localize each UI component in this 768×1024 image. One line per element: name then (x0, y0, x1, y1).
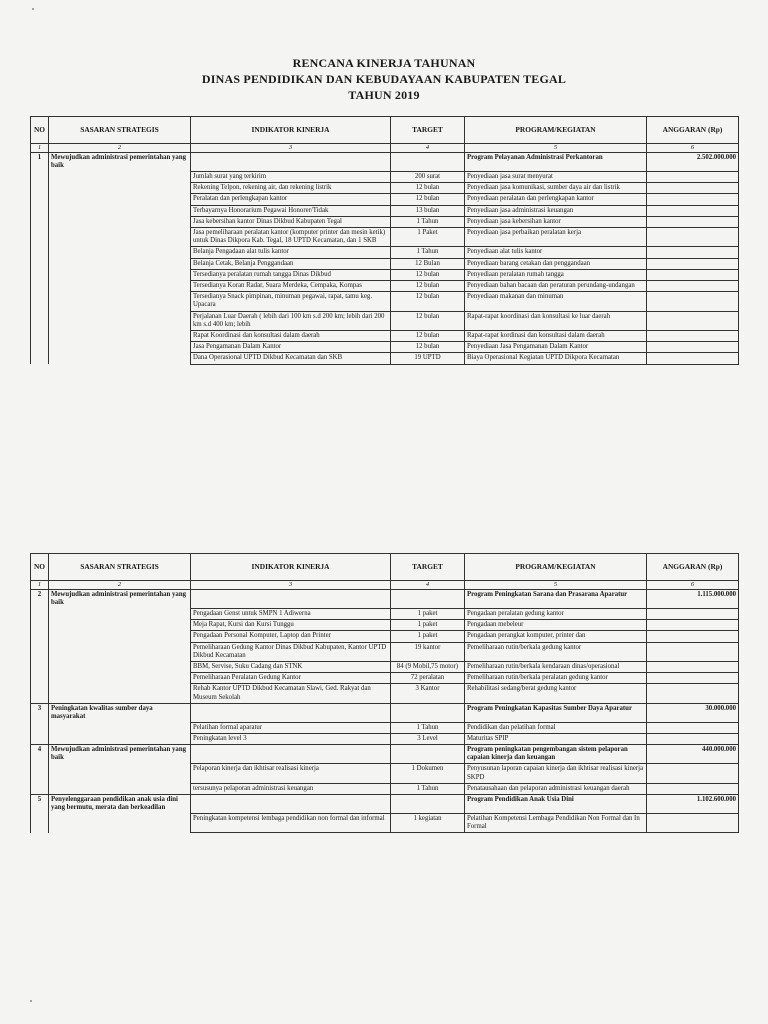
indikator-kinerja: tersusunya pelaporan administrasi keuangan (191, 783, 391, 794)
sasaran-empty (49, 722, 191, 733)
no-empty (31, 311, 49, 330)
table-row (31, 280, 739, 291)
kegiatan-name: Penatausahaan dan pelaporan administrasi keuangan daerah (465, 783, 647, 794)
table-row (31, 311, 739, 330)
sasaran-empty (49, 330, 191, 341)
indikator-kinerja: Belanja Cetak, Belanja Penggandaan (191, 258, 391, 269)
target-value: 3 Level (391, 733, 465, 744)
target-value: 19 UPTD (391, 353, 465, 364)
indikator-kinerja: Pengadaan Genst untuk SMPN 1 Adiwerna (191, 608, 391, 619)
program-name: Program Pendidikan Anak Usia Dini (465, 795, 647, 814)
sasaran-strategis: Peningkatan kwalitas sumber daya masyarakat (49, 703, 191, 722)
section-row (31, 590, 739, 609)
sasaran-empty (49, 205, 191, 216)
indikator-empty (191, 153, 391, 172)
anggaran-empty (647, 227, 739, 246)
sasaran-empty (49, 227, 191, 246)
anggaran-value: 2.502.000.000 (647, 153, 739, 172)
target-empty (391, 590, 465, 609)
section-number: 5 (31, 795, 49, 814)
column-index: 2 (49, 581, 191, 590)
title-line-3: TAHUN 2019 (348, 88, 420, 102)
kegiatan-name: Pemeliharaan rutin/berkala kendaraan dinas/operasional (465, 661, 647, 672)
header-sasaran: SASARAN STRATEGIS (49, 554, 191, 581)
indikator-kinerja: Pengadaan Personal Komputer, Laptop dan Printer (191, 631, 391, 642)
no-empty (31, 684, 49, 703)
target-value: 12 Bulan (391, 258, 465, 269)
no-empty (31, 642, 49, 661)
target-value: 1 Dokumen (391, 764, 465, 783)
target-value: 12 bulan (391, 330, 465, 341)
table-row (31, 642, 739, 661)
section-row (31, 703, 739, 722)
anggaran-empty (647, 733, 739, 744)
indikator-kinerja: Jasa pemeliharaan peralatan kantor (komputer printer dan mesin ketik) untuk Dinas Dikpora Kab. Tegal, 18 UPTD Kecamatan, dan 1 SKB (191, 227, 391, 246)
target-value: 1 Tahun (391, 783, 465, 794)
no-empty (31, 247, 49, 258)
sasaran-empty (49, 642, 191, 661)
no-empty (31, 227, 49, 246)
indikator-kinerja: Terbayarnya Honorarium Pegawai Honorer/Tidak (191, 205, 391, 216)
program-name: Program Peningkatan Kapasitas Sumber Daya Aparatur (465, 703, 647, 722)
section-number: 4 (31, 745, 49, 764)
target-value: 1 paket (391, 620, 465, 631)
target-value: 84 (9 Mobil,75 motor) (391, 661, 465, 672)
anggaran-empty (647, 684, 739, 703)
indikator-kinerja: Meja Rapat, Kursi dan Kursi Tunggu (191, 620, 391, 631)
anggaran-empty (647, 269, 739, 280)
sasaran-empty (49, 783, 191, 794)
sasaran-strategis: Mewujudkan administrasi pemerintahan yang baik (49, 153, 191, 172)
indikator-kinerja: Tersedianya Snack pimpinan, minuman pegawai, rapat, tamu keg. Upacara (191, 292, 391, 311)
target-empty (391, 795, 465, 814)
indikator-kinerja: Rehab Kantor UPTD Dikbud Kecamatan Slawi, Ged. Rakyat dan Museum Sekolah (191, 684, 391, 703)
anggaran-empty (647, 194, 739, 205)
column-index: 3 (191, 144, 391, 153)
document-title (0, 55, 768, 103)
anggaran-empty (647, 783, 739, 794)
target-value: 12 bulan (391, 194, 465, 205)
target-value: 1 paket (391, 631, 465, 642)
anggaran-empty (647, 642, 739, 661)
table-row (31, 620, 739, 631)
column-index: 5 (465, 581, 647, 590)
table-row (31, 205, 739, 216)
anggaran-empty (647, 631, 739, 642)
sasaran-empty (49, 353, 191, 364)
rkt-table-1 (30, 116, 739, 365)
table-row (31, 783, 739, 794)
title-line-2: DINAS PENDIDIKAN DAN KEBUDAYAAN KABUPATEN TEGAL (201, 72, 567, 86)
target-value: 1 paket (391, 608, 465, 619)
no-empty (31, 342, 49, 353)
no-empty (31, 269, 49, 280)
section-row (31, 153, 739, 172)
target-value: 72 peralatan (391, 673, 465, 684)
sasaran-empty (49, 258, 191, 269)
indikator-kinerja: Jumlah surat yang terkirim (191, 171, 391, 182)
header-anggaran: ANGGARAN (Rp) (647, 554, 739, 581)
header-program: PROGRAM/KEGIATAN (465, 554, 647, 581)
no-empty (31, 292, 49, 311)
anggaran-empty (647, 661, 739, 672)
table-row (31, 673, 739, 684)
target-value: 19 kantor (391, 642, 465, 661)
kegiatan-name: Pendidikan dan pelatihan formal (465, 722, 647, 733)
no-empty (31, 183, 49, 194)
rkt-table-2 (30, 553, 739, 833)
kegiatan-name: Penyediaan Jasa Pengamanan Dalam Kantor (465, 342, 647, 353)
sasaran-strategis: Penyelenggaraan pendidikan anak usia dini yang bermutu, merata dan berkeadilan (49, 795, 191, 814)
kegiatan-name: Penyediaan jasa kebersihan kantor (465, 216, 647, 227)
target-empty (391, 745, 465, 764)
sasaran-empty (49, 764, 191, 783)
header-row (31, 117, 739, 144)
no-empty (31, 733, 49, 744)
indikator-kinerja: Jasa Pengamanan Dalam Kantor (191, 342, 391, 353)
section-number: 1 (31, 153, 49, 172)
indikator-empty (191, 745, 391, 764)
no-empty (31, 661, 49, 672)
anggaran-empty (647, 205, 739, 216)
section-row (31, 745, 739, 764)
target-value: 1 Tahun (391, 722, 465, 733)
target-empty (391, 703, 465, 722)
indikator-kinerja: Tersedianya Koran Radar, Suara Merdeka, Cempaka, Kompas (191, 280, 391, 291)
header-row (31, 554, 739, 581)
target-value: 12 bulan (391, 342, 465, 353)
indikator-kinerja: Peningkatan level 3 (191, 733, 391, 744)
sasaran-strategis: Mewujudkan administrasi pemerintahan yang baik (49, 745, 191, 764)
indikator-kinerja: Jasa kebersihan kantor Dinas Dikbud Kabupaten Tegal (191, 216, 391, 227)
target-value: 1 Paket (391, 227, 465, 246)
section-row (31, 795, 739, 814)
no-empty (31, 608, 49, 619)
sasaran-empty (49, 183, 191, 194)
anggaran-empty (647, 673, 739, 684)
kegiatan-name: Penyusunan laporan capaian kinerja dan ikhtisar realisasi kinerja SKPD (465, 764, 647, 783)
sasaran-strategis: Mewujudkan administrasi pemerintahan yang baik (49, 590, 191, 609)
header-target: TARGET (391, 117, 465, 144)
anggaran-empty (647, 608, 739, 619)
column-index: 6 (647, 144, 739, 153)
header-no: NO (31, 117, 49, 144)
kegiatan-name: Penyediaan bahan bacaan dan peraturan perundang-undangan (465, 280, 647, 291)
indikator-kinerja: Pelaporan kinerja dan ikhtisar realisasi kinerja (191, 764, 391, 783)
sasaran-empty (49, 269, 191, 280)
sasaran-empty (49, 631, 191, 642)
header-indikator: INDIKATOR KINERJA (191, 554, 391, 581)
target-value: 12 bulan (391, 183, 465, 194)
table-row (31, 171, 739, 182)
anggaran-empty (647, 722, 739, 733)
sasaran-empty (49, 292, 191, 311)
no-empty (31, 631, 49, 642)
kegiatan-name: Penyediaan jasa administrasi keuangan (465, 205, 647, 216)
anggaran-empty (647, 311, 739, 330)
indikator-kinerja: Peralatan dan perlengkapan kantor (191, 194, 391, 205)
target-empty (391, 153, 465, 172)
sasaran-empty (49, 194, 191, 205)
program-name: Program peningkatan pengembangan sistem pelaporan capaian kinerja dan keuangan (465, 745, 647, 764)
indikator-empty (191, 703, 391, 722)
section-number: 2 (31, 590, 49, 609)
kegiatan-name: Pengadaan mebeleur (465, 620, 647, 631)
table-row (31, 661, 739, 672)
kegiatan-name: Penyediaan jasa komunikasi, sumber daya air dan listrik (465, 183, 647, 194)
no-empty (31, 280, 49, 291)
target-value: 200 surat (391, 171, 465, 182)
kegiatan-name: Penyediaan peralatan dan perlengkapan kantor (465, 194, 647, 205)
anggaran-value: 1.115.000.000 (647, 590, 739, 609)
no-empty (31, 353, 49, 364)
indikator-kinerja: Belanja Pengadaan alat tulis kantor (191, 247, 391, 258)
indikator-empty (191, 795, 391, 814)
header-sasaran: SASARAN STRATEGIS (49, 117, 191, 144)
program-name: Program Peningkatan Sarana dan Prasarana Aparatur (465, 590, 647, 609)
indikator-kinerja: Rekening Telpon, rekening air, dan rekening listrik (191, 183, 391, 194)
table-row (31, 247, 739, 258)
sasaran-empty (49, 216, 191, 227)
kegiatan-name: Penyediaan alat tulis kantor (465, 247, 647, 258)
no-empty (31, 764, 49, 783)
indikator-kinerja: Pemeliharaan Peralatan Gedung Kantor (191, 673, 391, 684)
kegiatan-name: Rapat-rapat kordinasi dan konsultasi dalam daerah (465, 330, 647, 341)
sasaran-empty (49, 684, 191, 703)
section-number: 3 (31, 703, 49, 722)
header-no: NO (31, 554, 49, 581)
anggaran-empty (647, 620, 739, 631)
sasaran-empty (49, 661, 191, 672)
table-row (31, 342, 739, 353)
kegiatan-name: Penyediaan makanan dan minuman (465, 292, 647, 311)
anggaran-empty (647, 292, 739, 311)
target-value: 1 Tahun (391, 247, 465, 258)
indikator-kinerja: Perjalanan Luar Daerah ( lebih dari 100 km s.d 200 km; lebih dari 200 km s.d 400 km; lebih (191, 311, 391, 330)
header-program: PROGRAM/KEGIATAN (465, 117, 647, 144)
anggaran-empty (647, 247, 739, 258)
kegiatan-name: Biaya Operasional Kegiatan UPTD Dikpora Kecamatan (465, 353, 647, 364)
target-value: 1 Tahun (391, 216, 465, 227)
column-index: 6 (647, 581, 739, 590)
anggaran-empty (647, 764, 739, 783)
kegiatan-name: Penyediaan jasa surat menyurat (465, 171, 647, 182)
sasaran-empty (49, 342, 191, 353)
indikator-kinerja: Pelatihan formal aparatur (191, 722, 391, 733)
table-row (31, 194, 739, 205)
indikator-kinerja: Tersedianya peralatan rumah tangga Dinas Dikbud (191, 269, 391, 280)
header-anggaran: ANGGARAN (Rp) (647, 117, 739, 144)
scan-speck (30, 1000, 32, 1002)
target-value: 12 bulan (391, 292, 465, 311)
kegiatan-name: Pelatihan Kompetensi Lembaga Pendidikan Non Formal dan In Formal (465, 813, 647, 832)
table-row (31, 183, 739, 194)
no-empty (31, 205, 49, 216)
kegiatan-name: Pengadaan perangkat komputer, printer dan (465, 631, 647, 642)
table-row (31, 227, 739, 246)
target-value: 1 kegiatan (391, 813, 465, 832)
target-value: 12 bulan (391, 280, 465, 291)
table-row (31, 292, 739, 311)
target-value: 12 bulan (391, 269, 465, 280)
scan-speck (32, 8, 34, 10)
kegiatan-name: Pengadaan peralatan gedung kantor (465, 608, 647, 619)
column-index: 3 (191, 581, 391, 590)
target-value: 13 bulan (391, 205, 465, 216)
table-row (31, 269, 739, 280)
anggaran-empty (647, 280, 739, 291)
sasaran-empty (49, 280, 191, 291)
anggaran-empty (647, 171, 739, 182)
kegiatan-name: Penyediaan barang cetakan dan penggandaan (465, 258, 647, 269)
header-target: TARGET (391, 554, 465, 581)
indikator-kinerja: Pemeliharaan Gedung Kantor Dinas Dikbud Kabupaten, Kantor UPTD Dikbud Kecamatan (191, 642, 391, 661)
anggaran-value: 1.102.600.000 (647, 795, 739, 814)
column-index-row (31, 581, 739, 590)
column-index: 4 (391, 144, 465, 153)
kegiatan-name: Penyediaan peralatan rumah tangga (465, 269, 647, 280)
kegiatan-name: Rehabilitasi sedang/berat gedung kantor (465, 684, 647, 703)
table-row (31, 258, 739, 269)
title-line-1: RENCANA KINERJA TAHUNAN (292, 56, 476, 70)
table-row (31, 631, 739, 642)
kegiatan-name: Maturitas SPIP (465, 733, 647, 744)
anggaran-value: 30.000.000 (647, 703, 739, 722)
anggaran-empty (647, 353, 739, 364)
anggaran-empty (647, 258, 739, 269)
sasaran-empty (49, 813, 191, 832)
anggaran-empty (647, 183, 739, 194)
sasaran-empty (49, 620, 191, 631)
indikator-empty (191, 590, 391, 609)
column-index: 4 (391, 581, 465, 590)
indikator-kinerja: Rapat Koordinasi dan konsultasi dalam daerah (191, 330, 391, 341)
indikator-kinerja: BBM, Servise, Suku Cadang dan STNK (191, 661, 391, 672)
indikator-kinerja: Dana Operasional UPTD Dikbud Kecamatan dan SKB (191, 353, 391, 364)
anggaran-empty (647, 342, 739, 353)
no-empty (31, 194, 49, 205)
no-empty (31, 813, 49, 832)
header-indikator: INDIKATOR KINERJA (191, 117, 391, 144)
column-index-row (31, 144, 739, 153)
no-empty (31, 620, 49, 631)
sasaran-empty (49, 673, 191, 684)
no-empty (31, 673, 49, 684)
sasaran-empty (49, 311, 191, 330)
table-row (31, 353, 739, 364)
table-row (31, 216, 739, 227)
no-empty (31, 722, 49, 733)
target-value: 3 Kantor (391, 684, 465, 703)
sasaran-empty (49, 247, 191, 258)
no-empty (31, 330, 49, 341)
table-row (31, 764, 739, 783)
no-empty (31, 171, 49, 182)
table-row (31, 813, 739, 832)
table-row (31, 330, 739, 341)
table-row (31, 684, 739, 703)
column-index: 1 (31, 144, 49, 153)
column-index: 5 (465, 144, 647, 153)
anggaran-empty (647, 330, 739, 341)
kegiatan-name: Pemeliharaan rutin/berkala peralatan gedung kantor (465, 673, 647, 684)
column-index: 2 (49, 144, 191, 153)
column-index: 1 (31, 581, 49, 590)
sasaran-empty (49, 608, 191, 619)
anggaran-empty (647, 813, 739, 832)
indikator-kinerja: Peningkatan kompetensi lembaga pendidikan non formal dan informal (191, 813, 391, 832)
anggaran-empty (647, 216, 739, 227)
no-empty (31, 783, 49, 794)
table-row (31, 733, 739, 744)
sasaran-empty (49, 171, 191, 182)
sasaran-empty (49, 733, 191, 744)
no-empty (31, 258, 49, 269)
target-value: 12 bulan (391, 311, 465, 330)
program-name: Program Pelayanan Administrasi Perkantoran (465, 153, 647, 172)
anggaran-value: 440.000.000 (647, 745, 739, 764)
kegiatan-name: Penyediaan jasa perbaikan peralatan kerja (465, 227, 647, 246)
table-row (31, 608, 739, 619)
kegiatan-name: Pemeliharaan rutin/berkala gedung kantor (465, 642, 647, 661)
no-empty (31, 216, 49, 227)
kegiatan-name: Rapat-rapat koordinasi dan konsultasi ke luar daerah (465, 311, 647, 330)
table-row (31, 722, 739, 733)
